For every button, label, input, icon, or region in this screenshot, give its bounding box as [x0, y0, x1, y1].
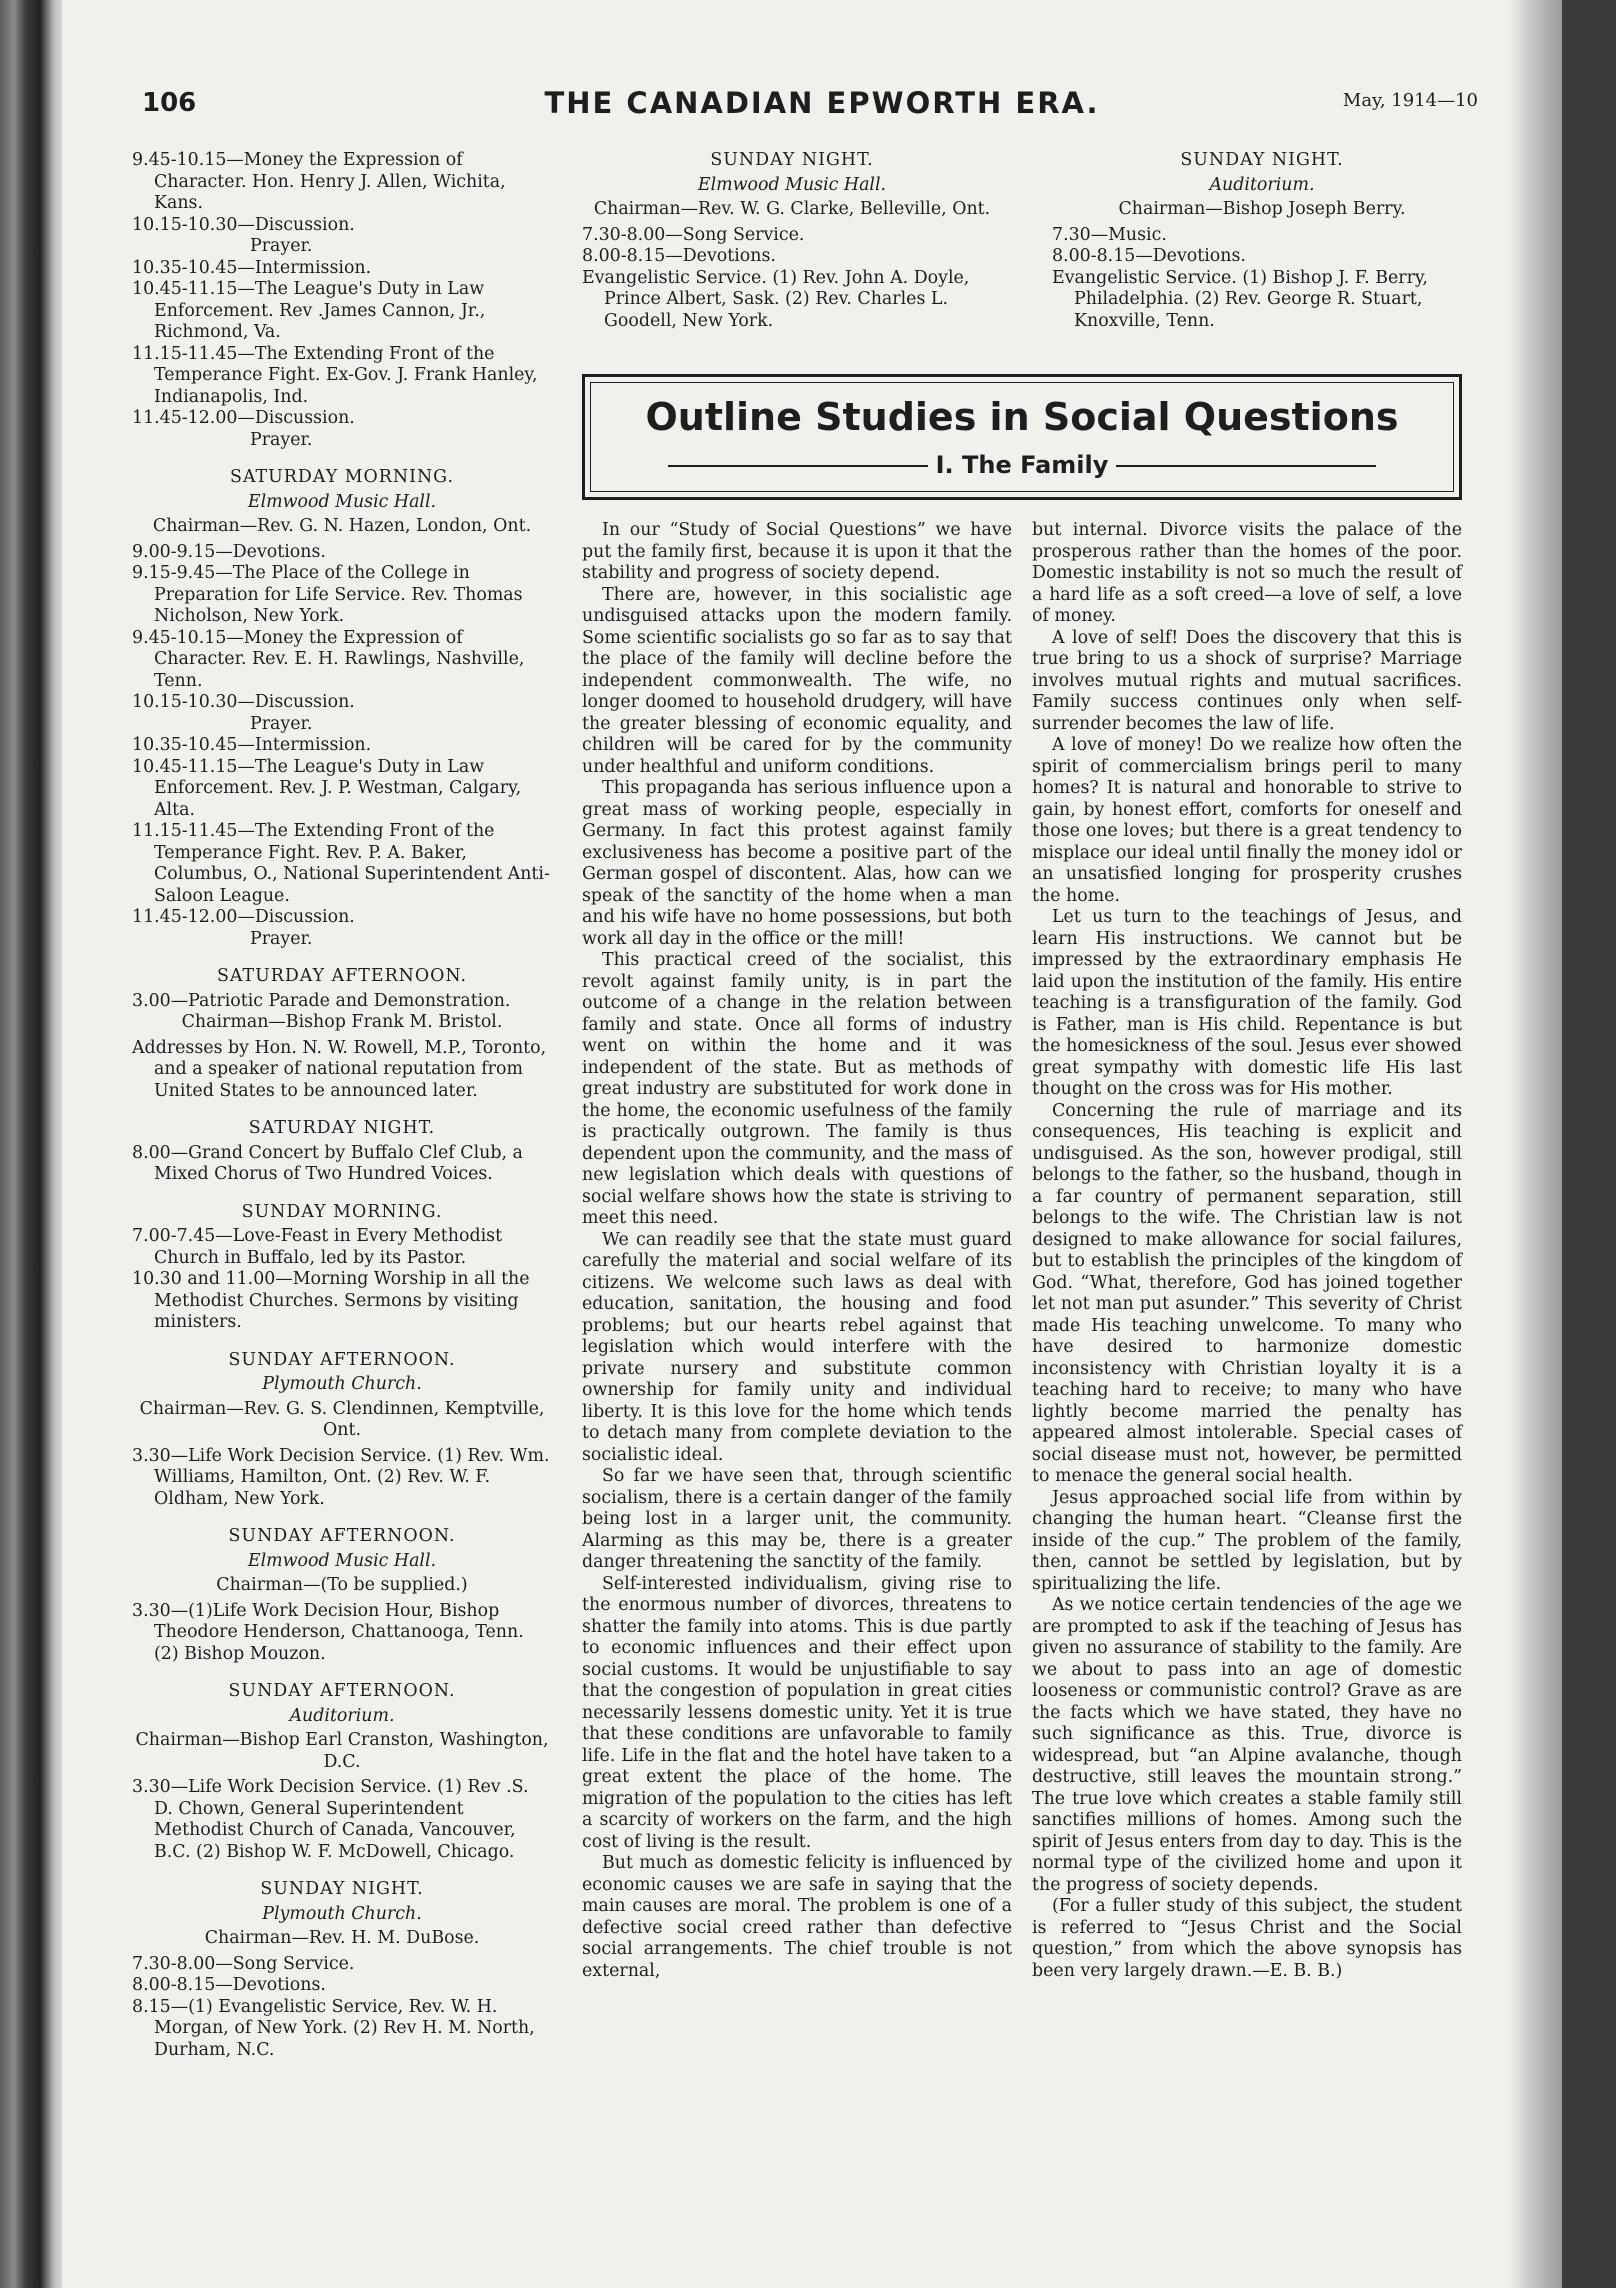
session-chairman: Chairman—(To be supplied.)	[216, 1575, 468, 1595]
program-entry: 3.00—Patriotic Parade and Demonstration.	[132, 990, 511, 1011]
program-entry: 7.00-7.45—Love-Feast in Every Methodist Church in Buffalo, led by its Pastor.	[132, 1226, 503, 1268]
session-venue: Elmwood Music Hall.	[247, 491, 437, 512]
session-heading: SUNDAY AFTERNOON.	[228, 1349, 456, 1370]
session-venue: Auditorium.	[1209, 174, 1315, 195]
program-entry: 11.45-12.00—Discussion.	[132, 907, 355, 927]
program-entry: 9.00-9.15—Devotions.	[132, 541, 326, 562]
session-venue: Plymouth Church.	[262, 1374, 422, 1394]
session-venue: Auditorium.	[289, 1705, 395, 1726]
session-heading: SUNDAY MORNING.	[241, 1201, 443, 1222]
program-entry: 11.15-11.45—The Extending Front of the Temperance Fight. Rev. P. A. Baker, Columbus, O., National Superintendent Anti-Saloon League.	[132, 821, 550, 906]
program-entry: 3.30—(1)Life Work Decision Hour, Bishop Theodore Henderson, Chattanooga, Tenn. (2) Bishop Mouzon.	[132, 1600, 524, 1664]
program-entry: 3.30—Life Work Decision Service. (1) Rev .S. D. Chown, General Superintendent Methodist Church of Canada, Vancouver, B.C. (2) Bishop W. F. McDowell, Chicago.	[132, 1777, 529, 1862]
session-heading: SATURDAY AFTERNOON.	[216, 966, 468, 986]
program-entry: 9.45-10.15—Money the Expression of Character. Rev. E. H. Rawlings, Nashville, Tenn.	[132, 627, 525, 691]
program-entry: 11.15-11.45—The Extending Front of the Temperance Fight. Ex-Gov. J. Frank Hanley, Indianapolis, Ind.	[132, 343, 538, 407]
program-entry: 9.15-9.45—The Place of the College in Preparation for Life Service. Rev. Thomas Nicholson, New York.	[132, 563, 523, 626]
page-number: 106	[142, 88, 197, 118]
program-column-right	[1052, 150, 1472, 332]
book-binding	[0, 0, 62, 2288]
article-paragraph: So far we have seen that, through scientific socialism, there is a certain danger of the family being lost in a larger unit, the community. Alarming as this may be, there is a greater danger threatening the sanctity of the family.	[582, 1466, 1012, 1572]
program-entry: 11.45-12.00—Discussion.	[132, 408, 355, 428]
program-entry: 10.30 and 11.00—Morning Worship in all the Methodist Churches. Sermons by visiting ministers.	[132, 1269, 530, 1332]
prayer-line: Prayer.	[250, 236, 313, 256]
session-heading: SUNDAY NIGHT.	[1180, 150, 1344, 170]
program-entry: 7.30-8.00—Song Service.	[132, 1953, 355, 1974]
article-paragraph: Self-interested individualism, giving rise to the enormous number of divorces, threatens to shatter the family into atoms. This is due partly to economic influences and their effect upon social customs. It would be unjustifiable to say that the congestion of population in great cities necessarily lessens domestic unity. Yet it is true that these conditions are unfavorable to family life. Life in the flat and the hotel have taken to a great extent the place of the home. The migration of the population to the cities has left a scarcity of workers on the farm, and the high cost of living is the result.	[582, 1573, 1012, 1852]
program-entry: 10.15-10.30—Discussion.	[132, 692, 355, 712]
article-paragraph: There are, however, in this socialistic age undisguised attacks upon the modern family. Some scientific socialists go so far as to say that the place of the family will decline before the independent commonwealth. The wife, no longer doomed to household drudgery, will have the greater blessing of economic equality, and children will be cared for by the community under healthful and uniform conditions.	[582, 584, 1012, 777]
session-chairman: Chairman—Rev. G. N. Hazen, London, Ont.	[152, 516, 532, 536]
issue-date: May, 1914—10	[1342, 90, 1478, 111]
session-heading: SATURDAY MORNING.	[230, 467, 454, 487]
program-entry: 8.00-8.15—Devotions.	[582, 246, 776, 266]
program-entry: 3.30—Life Work Decision Service. (1) Rev. Wm. Williams, Hamilton, Ont. (2) Rev. W. F. Oldham, New York.	[132, 1445, 550, 1509]
article-paragraph: (For a fuller study of this subject, the student is referred to “Jesus Christ and the Social question,” from which the above synopsis has been very largely drawn.—E. B. B.)	[1032, 1896, 1462, 1981]
program-entry: 8.15—(1) Evangelistic Service, Rev. W. H. Morgan, of New York. (2) Rev H. M. North, Durham, N.C.	[132, 1996, 535, 2060]
program-column-left	[132, 150, 552, 2061]
program-column-middle	[582, 150, 1002, 332]
article-paragraph: but internal. Divorce visits the palace of the prosperous rather than the homes of the poor. Domestic instability is not so much the result of a hard life as a soft creed—a love of self, a love of money.	[1032, 520, 1462, 626]
program-entry: 10.45-11.15—The League's Duty in Law Enforcement. Rev .James Cannon, Jr., Richmond, Va.	[132, 279, 486, 342]
magazine-page	[62, 0, 1562, 2288]
session-chairman: Chairman—Bishop Joseph Berry.	[1118, 199, 1406, 219]
program-entry: Evangelistic Service. (1) Bishop J. F. Berry, Philadelphia. (2) Rev. George R. Stuart, Knoxville, Tenn.	[1052, 267, 1428, 331]
program-entry: 7.30—Music.	[1052, 224, 1167, 245]
session-chairman: Chairman—Rev. G. S. Clendinnen, Kemptville, Ont.	[139, 1398, 545, 1440]
article-paragraph: In our “Study of Social Questions” we have put the family first, because it is upon it that the stability and progress of society depend.	[582, 520, 1012, 583]
article-title: Outline Studies in Social Questions	[645, 395, 1399, 439]
program-entry: 8.00-8.15—Devotions.	[1052, 246, 1246, 266]
program-entry: 10.45-11.15—The League's Duty in Law Enforcement. Rev. J. P. Westman, Calgary, Alta.	[132, 756, 522, 820]
prayer-line: Prayer.	[250, 713, 313, 734]
program-entry: 10.35-10.45—Intermission.	[132, 735, 372, 755]
page-edge-shadow	[1508, 0, 1562, 2288]
session-chairman: Chairman—Rev. W. G. Clarke, Belleville, Ont.	[593, 199, 991, 219]
prayer-line: Prayer.	[250, 928, 313, 949]
article-column-left	[582, 520, 1012, 1982]
session-chairman: Chairman—Bishop Earl Cranston, Washington, D.C.	[135, 1730, 549, 1772]
session-heading: SUNDAY NIGHT.	[260, 1879, 424, 1899]
article-column-right	[1032, 520, 1462, 1982]
article-paragraph: As we notice certain tendencies of the age we are prompted to ask if the teaching of Jesus has given no assurance of stability to the family. Are we about to pass into an age of domestic looseness or communistic control? Grave as are the facts which we have stated, they have no such significance as this. True, divorce is widespread, but “an Alpine avalanche, though destructive, still leaves the mountain strong.” The true love which creates a stable family still sanctifies millions of homes. Among such the spirit of Jesus enters from day to day. This is the normal type of the civilized home and upon it the progress of society depends.	[1032, 1595, 1462, 1895]
article-subtitle: I. The Family	[585, 451, 1459, 479]
article-paragraph: Concerning the rule of marriage and its consequences, His teaching is explicit and undisguised. As the son, however prodigal, still belongs to the father, so the husband, though in a far country of permanent separation, still belongs to the wife. The Christian law is not designed to make allowance for social failures, but to establish the principles of the kingdom of God. “What, therefore, God has joined together let not man put asunder.” This severity of Christ made His teaching unwelcome. To many who have desired to harmonize domestic inconsistency with Christian loyalty it is a teaching hard to receive; to many who have lightly become married the penalty has appeared almost intolerable. Special cases of social disease must not, however, be permitted to menace the general social health.	[1032, 1100, 1462, 1486]
session-venue: Elmwood Music Hall.	[247, 1550, 437, 1571]
program-entry: Addresses by Hon. N. W. Rowell, M.P., Toronto, and a speaker of national reputation from United States to be announced later.	[132, 1037, 547, 1101]
program-entry: 10.35-10.45—Intermission.	[132, 257, 372, 278]
article-paragraph: A love of self! Does the discovery that this is true bring to us a shock of surprise? Marriage involves mutual rights and mutual sacrifices. Family success continues only when self-surrender becomes the law of life.	[1032, 627, 1462, 734]
program-entry: 8.00-8.15—Devotions.	[132, 1975, 326, 1995]
session-chairman: Chairman—Bishop Frank M. Bristol.	[181, 1012, 503, 1032]
article-paragraph: A love of money! Do we realize how often the spirit of commercialism brings peril to many homes? It is natural and honorable to strive to gain, by honest effort, comforts for oneself and those one loves; but there is a great tendency to misplace our ideal until finally the money idol or an unsatisfied longing for prosperity crushes the home.	[1032, 735, 1462, 906]
program-entry: 8.00—Grand Concert by Buffalo Clef Club, a Mixed Chorus of Two Hundred Voices.	[132, 1142, 523, 1184]
article-paragraph: But much as domestic felicity is influenced by economic causes we are safe in saying that the main causes are moral. The problem is one of a defective social creed rather than defective social arrangements. The chief trouble is not external,	[582, 1853, 1012, 1981]
program-entry: Evangelistic Service. (1) Rev. John A. Doyle, Prince Albert, Sask. (2) Rev. Charles L. Goodell, New York.	[582, 267, 970, 331]
program-entry: 7.30-8.00—Song Service.	[582, 224, 805, 245]
program-entry: 10.15-10.30—Discussion.	[132, 214, 355, 235]
prayer-line: Prayer.	[250, 429, 313, 450]
article-banner	[582, 374, 1462, 500]
article-paragraph: This practical creed of the socialist, this revolt against family unity, is in part the outcome of a change in the relation between family and state. Once all forms of industry went on within the home and it was independent of the state. But as methods of great industry are substituted for work done in the home, the economic usefulness of the family is practically outgrown. The family is thus dependent upon the community, and the mass of new legislation which deals with questions of social welfare shows how the state is striving to meet this need.	[582, 950, 1012, 1228]
article-paragraph: We can readily see that the state must guard carefully the material and social welfare of its citizens. We welcome such laws as deal with education, sanitation, the housing and food problems; but our hearts rebel against that legislation which would interfere with the private nursery and substitute common ownership for family unity and individual liberty. It is this love for the home which tends to detach many from complete deviation to the socialistic ideal.	[582, 1229, 1012, 1465]
session-venue: Plymouth Church.	[262, 1903, 422, 1924]
journal-title: THE CANADIAN EPWORTH ERA.	[544, 86, 1100, 120]
session-venue: Elmwood Music Hall.	[697, 174, 887, 195]
article-paragraph: Jesus approached social life from within by changing the human heart. “Cleanse first the inside of the cup.” The problem of the family, then, cannot be settled by legislation, but by spiritualizing the life.	[1032, 1487, 1462, 1594]
session-chairman: Chairman—Rev. H. M. DuBose.	[204, 1928, 480, 1948]
session-heading: SUNDAY AFTERNOON.	[228, 1526, 456, 1546]
session-heading: SUNDAY AFTERNOON.	[228, 1681, 456, 1701]
page-header	[142, 86, 1502, 130]
article-paragraph: Let us turn to the teachings of Jesus, and learn His instructions. We cannot but be impressed by the extraordinary emphasis He laid upon the institution of the family. His entire teaching is a transfiguration of the family. God is Father, man is His child. Repentance is but the homesickness of the soul. Jesus ever showed great sympathy with domestic life His last thought on the cross was for His mother.	[1032, 907, 1462, 1099]
program-entry: 9.45-10.15—Money the Expression of Character. Hon. Henry J. Allen, Wichita, Kans.	[132, 150, 506, 213]
session-heading: SUNDAY NIGHT.	[710, 150, 874, 170]
article-paragraph: This propaganda has serious influence upon a great mass of working people, especially in Germany. In fact this protest against family exclusiveness has become a positive part of the German gospel of discontent. Alas, how can we speak of the sanctity of the home when a man and his wife have no home possessions, but both work all day in the office or the mill!	[582, 778, 1012, 949]
session-heading: SATURDAY NIGHT.	[248, 1118, 436, 1138]
